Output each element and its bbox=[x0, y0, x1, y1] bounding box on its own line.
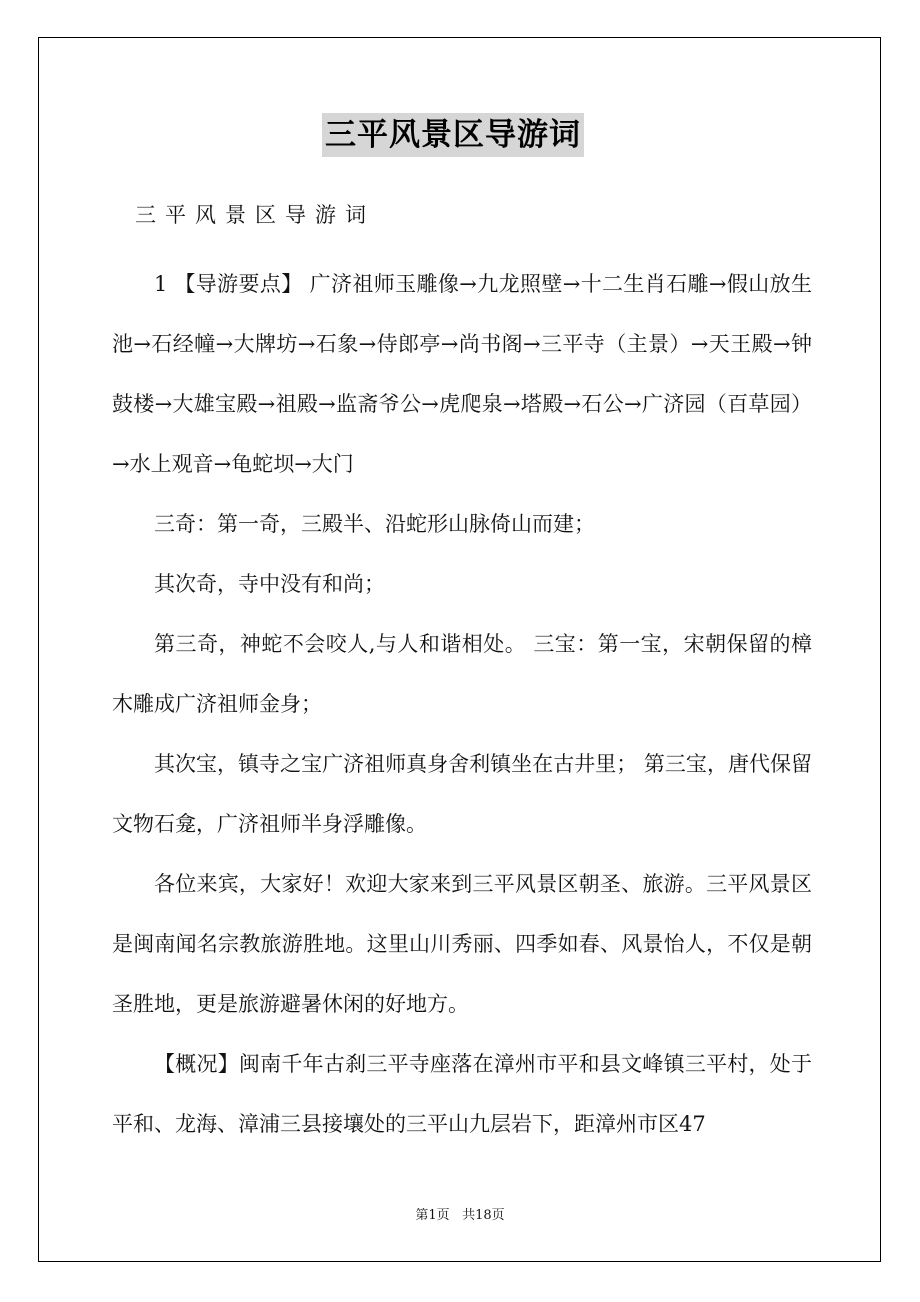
page-footer bbox=[0, 1207, 920, 1225]
page-total: 共18页 bbox=[462, 1208, 505, 1223]
paragraph-treasures: 其次宝，镇寺之宝广济祖师真身舍利镇坐在古井里； 第三宝，唐代保留文物石龛，广济祖师半身浮雕像。 bbox=[112, 752, 812, 836]
paragraph-overview: 【概况】闽南千年古刹三平寺座落在漳州市平和县文峰镇三平村，处于平和、龙海、漳浦三县接壤处的三平山九层岩下，距漳州市区47 bbox=[112, 1052, 812, 1136]
document-title: 三平风景区导游词 bbox=[322, 113, 584, 157]
paragraph-third-wonder: 第三奇，神蛇不会咬人,与人和谐相处。 三宝：第一宝，宋朝保留的樟木雕成广济祖师金身； bbox=[112, 632, 812, 716]
paragraph-first-wonder: 三奇：第一奇，三殿半、沿蛇形山脉倚山而建； bbox=[154, 512, 595, 536]
document-subtitle: 三平风景区导游词 bbox=[135, 203, 375, 227]
paragraph-tour-points: 1 【导游要点】 广济祖师玉雕像→九龙照壁→十二生肖石雕→假山放生池→石经幢→大牌坊→石象→侍郎亭→尚书阁→三平寺（主景）→天王殿→钟鼓楼→大雄宝殿→祖殿→监斋爷公→虎爬泉→塔殿→石公→广济园（百草园）→水上观音→龟蛇坝→大门 bbox=[112, 272, 812, 476]
paragraph-welcome: 各位来宾，大家好！欢迎大家来到三平风景区朝圣、旅游。三平风景区是闽南闻名宗教旅游胜地。这里山川秀丽、四季如春、风景怡人，不仅是朝圣胜地，更是旅游避暑休闲的好地方。 bbox=[112, 872, 812, 1016]
paragraph-second-wonder: 其次奇，寺中没有和尚； bbox=[154, 572, 385, 596]
document-body bbox=[112, 254, 812, 1154]
page-number: 第1页 bbox=[415, 1208, 450, 1223]
